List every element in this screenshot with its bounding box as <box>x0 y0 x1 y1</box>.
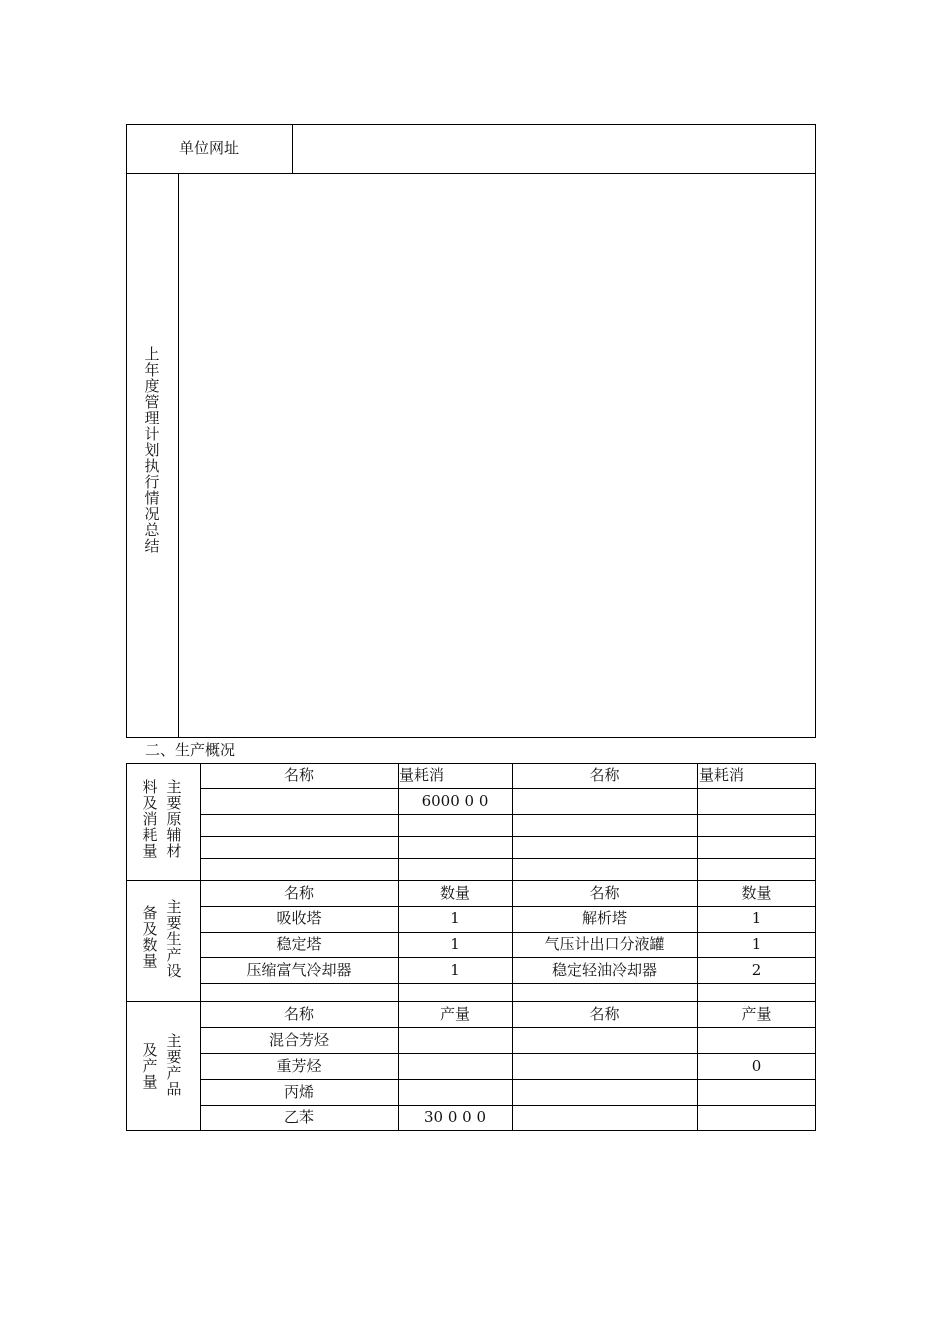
equipment-cell: 压缩富气冷却器 <box>246 961 352 979</box>
section-title: 二、生产概况 <box>145 741 236 759</box>
equipment-header-name: 名称 <box>589 884 620 902</box>
row-divider <box>200 1027 816 1028</box>
equipment-cell: 1 <box>751 935 762 953</box>
row-divider <box>200 957 816 958</box>
equipment-cell: 稳定塔 <box>276 935 322 953</box>
summary-label: 上年度管理计划执行情况总结 <box>142 346 161 554</box>
group-divider <box>126 1001 816 1002</box>
equipment-label-inner: 主要生产设 <box>164 899 183 979</box>
materials-header-consumption: 量耗消 <box>399 766 445 784</box>
equipment-cell: 2 <box>751 961 762 979</box>
url-label: 单位网址 <box>178 139 239 157</box>
row-divider <box>200 836 816 837</box>
products-cell: 重芳烃 <box>276 1057 322 1075</box>
products-cell: 乙苯 <box>283 1108 314 1126</box>
products-header-output: 产量 <box>741 1005 772 1023</box>
equipment-cell: 解析塔 <box>581 909 627 927</box>
products-label-outer: 及产量 <box>140 1042 159 1090</box>
summary-column-divider <box>178 173 179 738</box>
row-divider <box>200 1079 816 1080</box>
equipment-cell: 吸收塔 <box>276 909 322 927</box>
products-cell: 30 0 0 0 <box>423 1108 487 1126</box>
products-cell: 0 <box>751 1057 762 1075</box>
products-header-output: 产量 <box>439 1005 470 1023</box>
products-header-name: 名称 <box>283 1005 314 1023</box>
equipment-header-name: 名称 <box>283 884 314 902</box>
materials-header-name: 名称 <box>283 766 314 784</box>
materials-label-inner: 主要原辅材 <box>164 779 183 859</box>
row-divider <box>200 983 816 984</box>
materials-header-name: 名称 <box>589 766 620 784</box>
row-divider <box>200 1105 816 1106</box>
summary-field[interactable] <box>186 182 806 722</box>
equipment-cell: 1 <box>450 935 460 953</box>
products-label-inner: 主要产品 <box>164 1033 183 1097</box>
equipment-header-quantity: 数量 <box>439 884 470 902</box>
equipment-cell: 1 <box>450 909 460 927</box>
equipment-label-outer: 备及数量 <box>140 905 159 969</box>
row-divider <box>200 932 816 933</box>
row-divider <box>200 858 816 859</box>
materials-label-outer: 料及消耗量 <box>140 779 159 859</box>
url-field[interactable] <box>300 141 805 157</box>
equipment-cell: 1 <box>450 961 460 979</box>
row-divider <box>200 788 816 789</box>
materials-cell: 6000 0 0 <box>421 792 489 810</box>
group-divider <box>126 880 816 881</box>
row-divider <box>200 814 816 815</box>
row-divider <box>200 1053 816 1054</box>
products-cell: 混合芳烃 <box>268 1031 329 1049</box>
url-column-divider <box>292 124 293 173</box>
equipment-cell: 稳定轻油冷却器 <box>551 961 657 979</box>
equipment-cell: 气压计出口分液罐 <box>544 935 665 953</box>
top-table-row-divider <box>126 173 816 174</box>
materials-header-consumption: 量耗消 <box>699 766 745 784</box>
row-divider <box>200 906 816 907</box>
products-header-name: 名称 <box>589 1005 620 1023</box>
products-cell: 丙烯 <box>283 1083 314 1101</box>
equipment-header-quantity: 数量 <box>741 884 772 902</box>
equipment-cell: 1 <box>751 909 762 927</box>
